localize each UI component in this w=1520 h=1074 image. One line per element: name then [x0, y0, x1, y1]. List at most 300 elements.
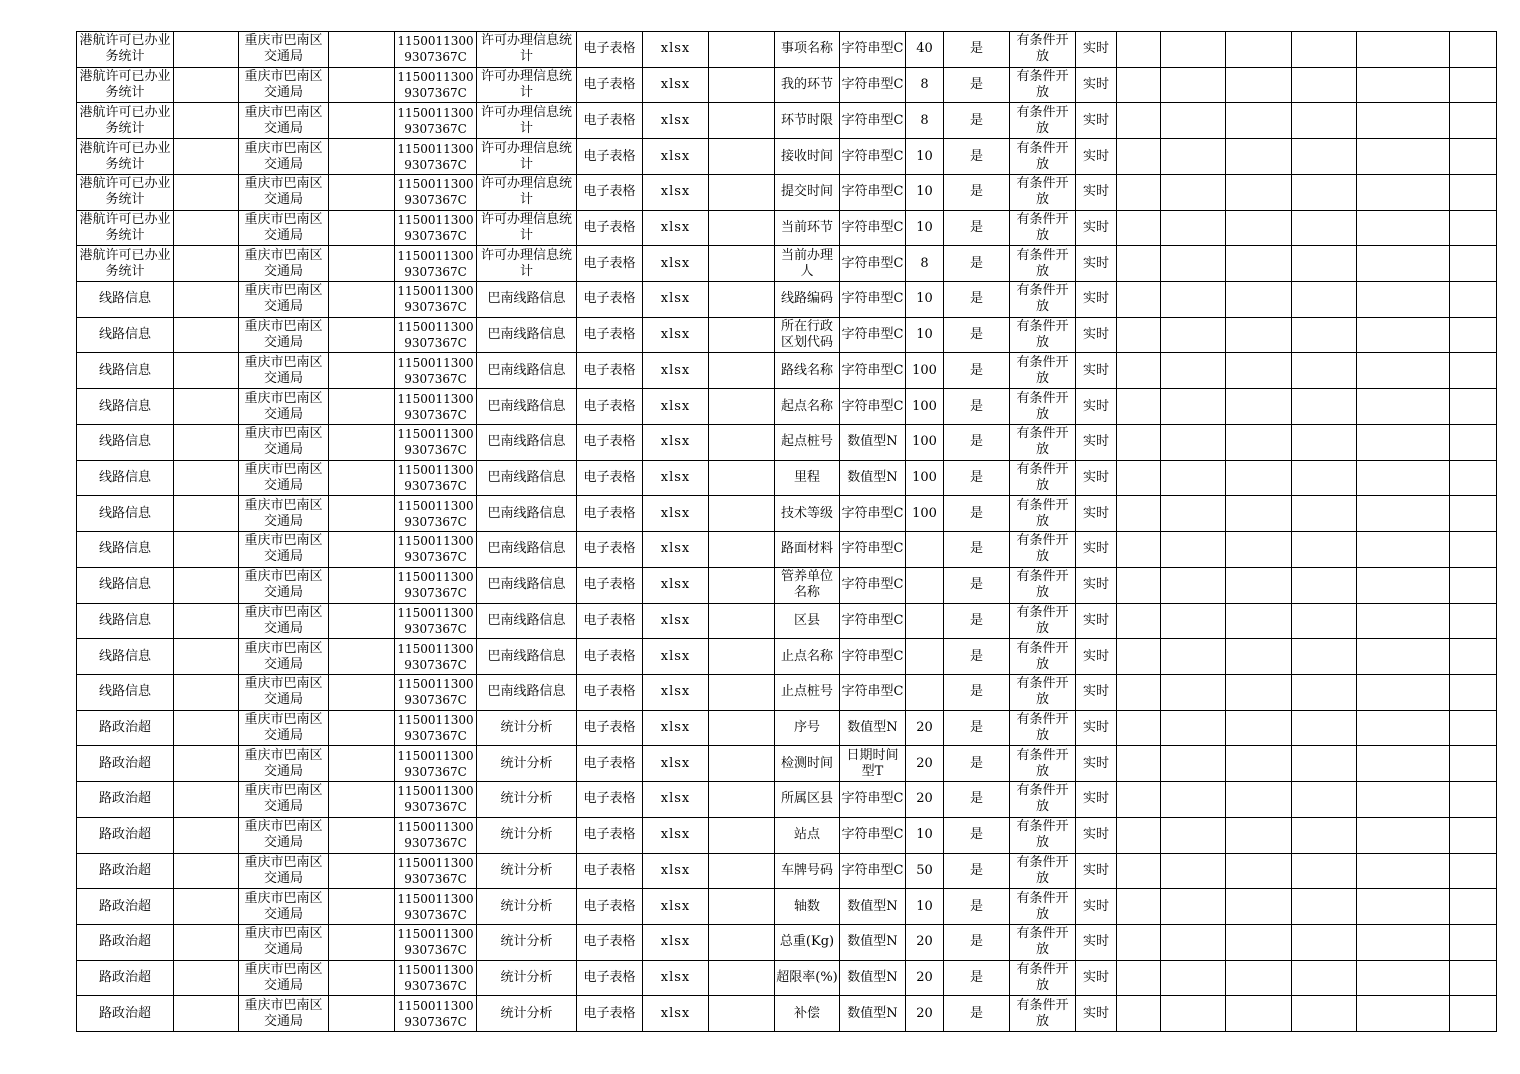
update-frequency-cell: 实时: [1076, 139, 1117, 175]
empty-cell: [1357, 674, 1450, 710]
empty-cell: [329, 460, 395, 496]
resource-type-cell: 电子表格: [577, 746, 643, 782]
table-row: [77, 389, 1497, 425]
empty-cell: [174, 710, 239, 746]
info-resource-cell: 统计分析: [477, 710, 577, 746]
resource-type-cell: 电子表格: [577, 174, 643, 210]
empty-cell: [174, 174, 239, 210]
org-code-cell: 11500113009307367C: [395, 889, 477, 925]
update-frequency-cell: 实时: [1076, 782, 1117, 818]
resource-name-cell: 路政治超: [77, 746, 174, 782]
empty-cell: [709, 532, 775, 568]
info-resource-cell: 统计分析: [477, 996, 577, 1032]
empty-cell: [1292, 210, 1357, 246]
data-item-cell: 管养单位名称: [775, 567, 840, 603]
empty-cell: [329, 246, 395, 282]
empty-cell: [174, 996, 239, 1032]
data-item-cell: 止点桩号: [775, 674, 840, 710]
empty-cell: [1161, 139, 1226, 175]
empty-cell: [329, 746, 395, 782]
empty-cell: [1117, 782, 1161, 818]
empty-cell: [1226, 103, 1292, 139]
department-cell: 重庆市巴南区交通局: [239, 389, 329, 425]
info-resource-cell: 许可办理信息统计: [477, 210, 577, 246]
format-cell: xlsx: [643, 496, 709, 532]
info-resource-cell: 许可办理信息统计: [477, 174, 577, 210]
empty-cell: [1357, 817, 1450, 853]
empty-cell: [1161, 67, 1226, 103]
empty-cell: [709, 32, 775, 68]
empty-cell: [1450, 317, 1497, 353]
empty-cell: [709, 817, 775, 853]
empty-cell: [1117, 889, 1161, 925]
empty-cell: [1117, 246, 1161, 282]
org-code-cell: 11500113009307367C: [395, 532, 477, 568]
empty-cell: [174, 67, 239, 103]
resource-type-cell: 电子表格: [577, 246, 643, 282]
resource-catalog-table: [76, 31, 1497, 1032]
org-code-cell: 11500113009307367C: [395, 139, 477, 175]
data-type-cell: 字符串型C: [840, 139, 906, 175]
empty-cell: [174, 603, 239, 639]
empty-cell: [1292, 924, 1357, 960]
update-frequency-cell: 实时: [1076, 639, 1117, 675]
empty-cell: [1292, 67, 1357, 103]
empty-cell: [1226, 924, 1292, 960]
empty-cell: [1117, 424, 1161, 460]
org-code-cell: 11500113009307367C: [395, 460, 477, 496]
data-type-cell: 字符串型C: [840, 496, 906, 532]
empty-cell: [1292, 32, 1357, 68]
empty-cell: [1117, 67, 1161, 103]
empty-cell: [1226, 817, 1292, 853]
org-code-cell: 11500113009307367C: [395, 710, 477, 746]
empty-cell: [1226, 782, 1292, 818]
resource-name-cell: 路政治超: [77, 889, 174, 925]
data-item-cell: 路线名称: [775, 353, 840, 389]
info-resource-cell: 巴南线路信息: [477, 496, 577, 532]
empty-cell: [1226, 460, 1292, 496]
empty-cell: [1117, 103, 1161, 139]
length-cell: 100: [906, 496, 944, 532]
empty-cell: [1292, 424, 1357, 460]
data-type-cell: 字符串型C: [840, 32, 906, 68]
empty-cell: [1117, 746, 1161, 782]
empty-cell: [1292, 782, 1357, 818]
empty-cell: [1226, 532, 1292, 568]
empty-cell: [1161, 853, 1226, 889]
department-cell: 重庆市巴南区交通局: [239, 889, 329, 925]
length-cell: 20: [906, 960, 944, 996]
empty-cell: [1450, 853, 1497, 889]
resource-name-cell: 线路信息: [77, 674, 174, 710]
empty-cell: [709, 353, 775, 389]
shared-cell: 是: [944, 639, 1010, 675]
empty-cell: [1357, 639, 1450, 675]
empty-cell: [1292, 532, 1357, 568]
table-row: [77, 746, 1497, 782]
empty-cell: [329, 639, 395, 675]
empty-cell: [1357, 996, 1450, 1032]
update-frequency-cell: 实时: [1076, 210, 1117, 246]
open-type-cell: 有条件开放: [1010, 924, 1076, 960]
empty-cell: [329, 139, 395, 175]
department-cell: 重庆市巴南区交通局: [239, 139, 329, 175]
format-cell: xlsx: [643, 817, 709, 853]
org-code-cell: 11500113009307367C: [395, 567, 477, 603]
empty-cell: [1161, 103, 1226, 139]
org-code-cell: 11500113009307367C: [395, 353, 477, 389]
empty-cell: [1117, 710, 1161, 746]
data-type-cell: 数值型N: [840, 960, 906, 996]
empty-cell: [1161, 889, 1226, 925]
empty-cell: [1117, 282, 1161, 318]
empty-cell: [1292, 460, 1357, 496]
shared-cell: 是: [944, 782, 1010, 818]
empty-cell: [1357, 532, 1450, 568]
data-item-cell: 序号: [775, 710, 840, 746]
empty-cell: [1450, 674, 1497, 710]
data-item-cell: 当前环节: [775, 210, 840, 246]
open-type-cell: 有条件开放: [1010, 424, 1076, 460]
shared-cell: 是: [944, 317, 1010, 353]
empty-cell: [1117, 496, 1161, 532]
data-type-cell: 数值型N: [840, 996, 906, 1032]
empty-cell: [174, 139, 239, 175]
length-cell: 8: [906, 103, 944, 139]
shared-cell: 是: [944, 210, 1010, 246]
empty-cell: [1161, 246, 1226, 282]
resource-name-cell: 线路信息: [77, 282, 174, 318]
empty-cell: [1357, 710, 1450, 746]
empty-cell: [1226, 32, 1292, 68]
empty-cell: [1117, 174, 1161, 210]
empty-cell: [329, 853, 395, 889]
empty-cell: [1161, 710, 1226, 746]
department-cell: 重庆市巴南区交通局: [239, 282, 329, 318]
department-cell: 重庆市巴南区交通局: [239, 317, 329, 353]
length-cell: [906, 532, 944, 568]
shared-cell: 是: [944, 353, 1010, 389]
resource-type-cell: 电子表格: [577, 210, 643, 246]
empty-cell: [709, 460, 775, 496]
empty-cell: [1117, 996, 1161, 1032]
update-frequency-cell: 实时: [1076, 710, 1117, 746]
empty-cell: [1161, 210, 1226, 246]
empty-cell: [1292, 103, 1357, 139]
shared-cell: 是: [944, 424, 1010, 460]
format-cell: xlsx: [643, 710, 709, 746]
resource-type-cell: 电子表格: [577, 639, 643, 675]
format-cell: xlsx: [643, 674, 709, 710]
data-item-cell: 超限率(%): [775, 960, 840, 996]
open-type-cell: 有条件开放: [1010, 174, 1076, 210]
open-type-cell: 有条件开放: [1010, 532, 1076, 568]
data-type-cell: 字符串型C: [840, 603, 906, 639]
department-cell: 重庆市巴南区交通局: [239, 782, 329, 818]
table-body: [77, 32, 1497, 1032]
format-cell: xlsx: [643, 424, 709, 460]
empty-cell: [709, 924, 775, 960]
empty-cell: [1357, 139, 1450, 175]
update-frequency-cell: 实时: [1076, 924, 1117, 960]
open-type-cell: 有条件开放: [1010, 496, 1076, 532]
update-frequency-cell: 实时: [1076, 496, 1117, 532]
empty-cell: [329, 603, 395, 639]
resource-name-cell: 港航许可已办业务统计: [77, 139, 174, 175]
empty-cell: [1357, 853, 1450, 889]
table-row: [77, 639, 1497, 675]
empty-cell: [1357, 424, 1450, 460]
empty-cell: [329, 532, 395, 568]
empty-cell: [1450, 567, 1497, 603]
org-code-cell: 11500113009307367C: [395, 496, 477, 532]
resource-type-cell: 电子表格: [577, 496, 643, 532]
format-cell: xlsx: [643, 746, 709, 782]
department-cell: 重庆市巴南区交通局: [239, 424, 329, 460]
empty-cell: [1357, 746, 1450, 782]
empty-cell: [1292, 889, 1357, 925]
length-cell: 20: [906, 782, 944, 818]
org-code-cell: 11500113009307367C: [395, 746, 477, 782]
empty-cell: [174, 246, 239, 282]
empty-cell: [1357, 389, 1450, 425]
data-item-cell: 起点桩号: [775, 424, 840, 460]
length-cell: 10: [906, 889, 944, 925]
data-item-cell: 轴数: [775, 889, 840, 925]
empty-cell: [329, 353, 395, 389]
resource-name-cell: 路政治超: [77, 782, 174, 818]
empty-cell: [1450, 782, 1497, 818]
update-frequency-cell: 实时: [1076, 853, 1117, 889]
empty-cell: [329, 317, 395, 353]
length-cell: 10: [906, 817, 944, 853]
resource-type-cell: 电子表格: [577, 674, 643, 710]
department-cell: 重庆市巴南区交通局: [239, 746, 329, 782]
format-cell: xlsx: [643, 532, 709, 568]
table-row: [77, 317, 1497, 353]
format-cell: xlsx: [643, 782, 709, 818]
empty-cell: [174, 496, 239, 532]
empty-cell: [1292, 317, 1357, 353]
shared-cell: 是: [944, 817, 1010, 853]
empty-cell: [1450, 496, 1497, 532]
empty-cell: [174, 639, 239, 675]
data-type-cell: 数值型N: [840, 460, 906, 496]
update-frequency-cell: 实时: [1076, 960, 1117, 996]
empty-cell: [1161, 782, 1226, 818]
resource-name-cell: 路政治超: [77, 853, 174, 889]
empty-cell: [709, 424, 775, 460]
department-cell: 重庆市巴南区交通局: [239, 639, 329, 675]
length-cell: 40: [906, 32, 944, 68]
info-resource-cell: 许可办理信息统计: [477, 32, 577, 68]
update-frequency-cell: 实时: [1076, 32, 1117, 68]
empty-cell: [1161, 460, 1226, 496]
department-cell: 重庆市巴南区交通局: [239, 674, 329, 710]
org-code-cell: 11500113009307367C: [395, 103, 477, 139]
resource-type-cell: 电子表格: [577, 317, 643, 353]
table-row: [77, 353, 1497, 389]
data-item-cell: 车牌号码: [775, 853, 840, 889]
resource-type-cell: 电子表格: [577, 603, 643, 639]
resource-type-cell: 电子表格: [577, 32, 643, 68]
info-resource-cell: 统计分析: [477, 924, 577, 960]
empty-cell: [1357, 103, 1450, 139]
resource-type-cell: 电子表格: [577, 139, 643, 175]
shared-cell: 是: [944, 960, 1010, 996]
department-cell: 重庆市巴南区交通局: [239, 103, 329, 139]
empty-cell: [174, 889, 239, 925]
empty-cell: [709, 674, 775, 710]
empty-cell: [1226, 424, 1292, 460]
length-cell: 8: [906, 67, 944, 103]
data-type-cell: 日期时间型T: [840, 746, 906, 782]
empty-cell: [1292, 282, 1357, 318]
empty-cell: [1226, 746, 1292, 782]
data-type-cell: 字符串型C: [840, 567, 906, 603]
update-frequency-cell: 实时: [1076, 317, 1117, 353]
empty-cell: [1357, 460, 1450, 496]
length-cell: 20: [906, 746, 944, 782]
data-item-cell: 所在行政区划代码: [775, 317, 840, 353]
length-cell: 100: [906, 389, 944, 425]
shared-cell: 是: [944, 924, 1010, 960]
update-frequency-cell: 实时: [1076, 282, 1117, 318]
empty-cell: [1292, 246, 1357, 282]
format-cell: xlsx: [643, 460, 709, 496]
empty-cell: [1357, 282, 1450, 318]
shared-cell: 是: [944, 532, 1010, 568]
empty-cell: [1117, 960, 1161, 996]
empty-cell: [709, 139, 775, 175]
shared-cell: 是: [944, 746, 1010, 782]
resource-type-cell: 电子表格: [577, 996, 643, 1032]
format-cell: xlsx: [643, 32, 709, 68]
table-row: [77, 460, 1497, 496]
info-resource-cell: 巴南线路信息: [477, 389, 577, 425]
length-cell: 100: [906, 424, 944, 460]
format-cell: xlsx: [643, 246, 709, 282]
info-resource-cell: 许可办理信息统计: [477, 246, 577, 282]
data-type-cell: 字符串型C: [840, 67, 906, 103]
empty-cell: [1226, 317, 1292, 353]
empty-cell: [1450, 32, 1497, 68]
resource-type-cell: 电子表格: [577, 460, 643, 496]
format-cell: xlsx: [643, 924, 709, 960]
department-cell: 重庆市巴南区交通局: [239, 853, 329, 889]
department-cell: 重庆市巴南区交通局: [239, 67, 329, 103]
data-item-cell: 技术等级: [775, 496, 840, 532]
format-cell: xlsx: [643, 174, 709, 210]
org-code-cell: 11500113009307367C: [395, 282, 477, 318]
empty-cell: [329, 174, 395, 210]
empty-cell: [1292, 817, 1357, 853]
open-type-cell: 有条件开放: [1010, 210, 1076, 246]
org-code-cell: 11500113009307367C: [395, 817, 477, 853]
department-cell: 重庆市巴南区交通局: [239, 996, 329, 1032]
resource-name-cell: 港航许可已办业务统计: [77, 32, 174, 68]
empty-cell: [329, 67, 395, 103]
open-type-cell: 有条件开放: [1010, 389, 1076, 425]
empty-cell: [1450, 889, 1497, 925]
table-row: [77, 996, 1497, 1032]
org-code-cell: 11500113009307367C: [395, 210, 477, 246]
empty-cell: [1450, 960, 1497, 996]
shared-cell: 是: [944, 567, 1010, 603]
empty-cell: [1357, 889, 1450, 925]
empty-cell: [1450, 532, 1497, 568]
empty-cell: [329, 996, 395, 1032]
empty-cell: [1292, 853, 1357, 889]
empty-cell: [1117, 32, 1161, 68]
empty-cell: [174, 282, 239, 318]
empty-cell: [1292, 746, 1357, 782]
empty-cell: [709, 639, 775, 675]
shared-cell: 是: [944, 174, 1010, 210]
empty-cell: [1450, 460, 1497, 496]
department-cell: 重庆市巴南区交通局: [239, 32, 329, 68]
empty-cell: [1357, 782, 1450, 818]
length-cell: [906, 603, 944, 639]
org-code-cell: 11500113009307367C: [395, 67, 477, 103]
resource-type-cell: 电子表格: [577, 103, 643, 139]
empty-cell: [1161, 817, 1226, 853]
org-code-cell: 11500113009307367C: [395, 960, 477, 996]
empty-cell: [1117, 353, 1161, 389]
empty-cell: [1117, 853, 1161, 889]
data-type-cell: 字符串型C: [840, 532, 906, 568]
empty-cell: [174, 389, 239, 425]
empty-cell: [1292, 496, 1357, 532]
length-cell: 20: [906, 996, 944, 1032]
empty-cell: [709, 782, 775, 818]
resource-name-cell: 线路信息: [77, 532, 174, 568]
empty-cell: [1226, 996, 1292, 1032]
empty-cell: [329, 103, 395, 139]
department-cell: 重庆市巴南区交通局: [239, 710, 329, 746]
format-cell: xlsx: [643, 639, 709, 675]
table-row: [77, 174, 1497, 210]
resource-name-cell: 线路信息: [77, 353, 174, 389]
empty-cell: [329, 424, 395, 460]
empty-cell: [1226, 674, 1292, 710]
table-row: [77, 782, 1497, 818]
empty-cell: [329, 924, 395, 960]
format-cell: xlsx: [643, 282, 709, 318]
open-type-cell: 有条件开放: [1010, 853, 1076, 889]
org-code-cell: 11500113009307367C: [395, 674, 477, 710]
empty-cell: [1450, 139, 1497, 175]
format-cell: xlsx: [643, 353, 709, 389]
empty-cell: [1117, 603, 1161, 639]
empty-cell: [1450, 174, 1497, 210]
empty-cell: [174, 532, 239, 568]
data-type-cell: 数值型N: [840, 889, 906, 925]
length-cell: 50: [906, 853, 944, 889]
table-row: [77, 960, 1497, 996]
empty-cell: [329, 32, 395, 68]
empty-cell: [1161, 424, 1226, 460]
empty-cell: [1226, 639, 1292, 675]
resource-type-cell: 电子表格: [577, 817, 643, 853]
data-item-cell: 区县: [775, 603, 840, 639]
shared-cell: 是: [944, 32, 1010, 68]
resource-name-cell: 路政治超: [77, 710, 174, 746]
info-resource-cell: 巴南线路信息: [477, 460, 577, 496]
empty-cell: [1161, 674, 1226, 710]
resource-type-cell: 电子表格: [577, 782, 643, 818]
